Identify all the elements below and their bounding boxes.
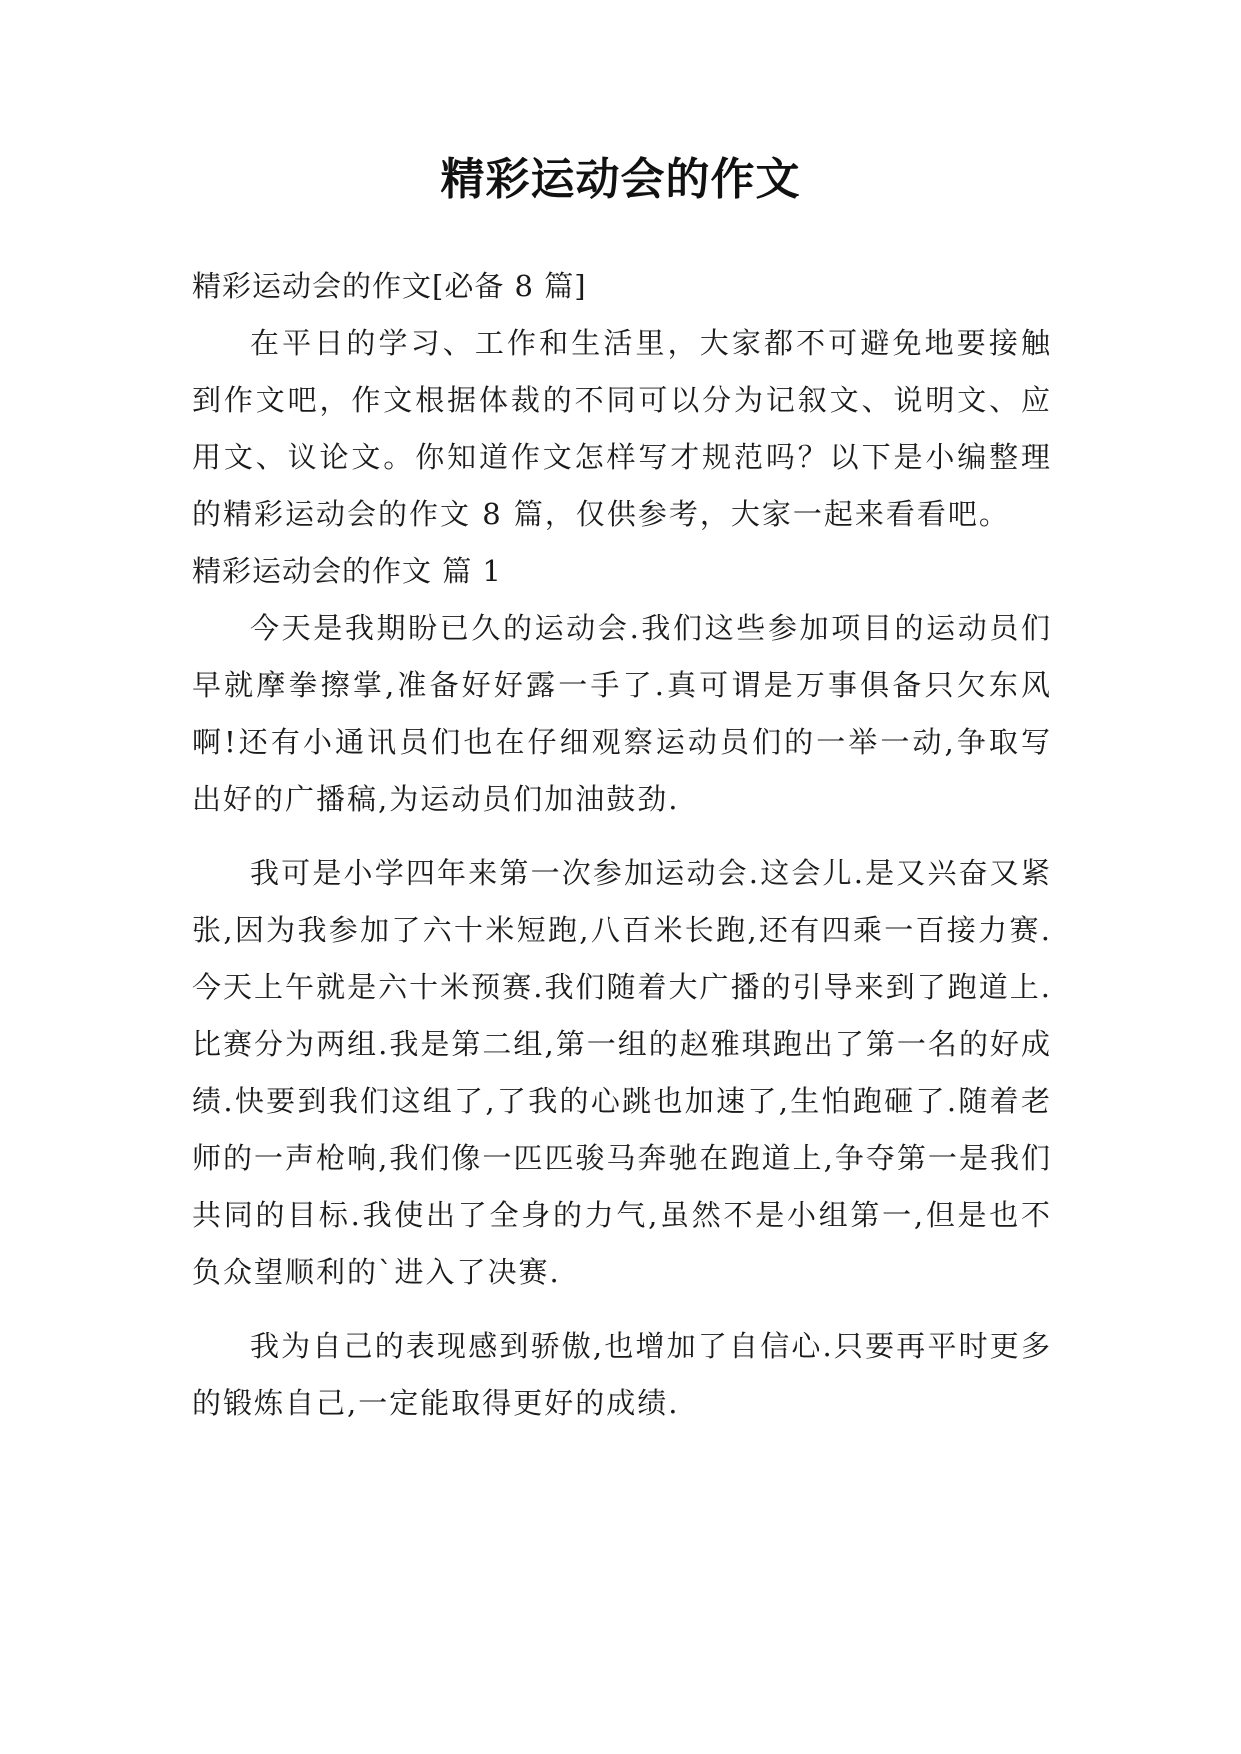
section-heading: 精彩运动会的作文 篇 1 xyxy=(192,554,502,588)
body-paragraph: 我为自己的表现感到骄傲,也增加了自信心.只要再平时更多的锻炼自己,一定能取得更好的成绩. xyxy=(192,1329,1052,1420)
document-title: 精彩运动会的作文 xyxy=(440,154,801,205)
body-paragraph: 我可是小学四年来第一次参加运动会.这会儿.是又兴奋又紧张,因为我参加了六十米短跑,八百米长跑,还有四乘一百接力赛.今天上午就是六十米预赛.我们随着大广播的引导来到了跑道上.比赛分为两组.我是第二组,第一组的赵雅琪跑出了第一名的好成绩.快要到我们这组了,了我的心跳也加速了,生怕跑砸了.随着老师的一声枪响,我们像一匹匹骏马奔驰在跑道上,争夺第一是我们共同的目标.我使出了全身的力气,虽然不是小组第一,但是也不负众望顺利的`进入了决赛. xyxy=(192,856,1052,1289)
intro-paragraph: 在平日的学习、工作和生活里，大家都不可避免地要接触到作文吧，作文根据体裁的不同可以分为记叙文、说明文、应用文、议论文。你知道作文怎样写才规范吗？以下是小编整理的精彩运动会的作文 8 篇，仅供参考，大家一起来看看吧。 xyxy=(192,326,1052,531)
body-paragraph: 今天是我期盼已久的运动会.我们这些参加项目的运动员们早就摩拳擦掌,准备好好露一手了.真可谓是万事俱备只欠东风啊!还有小通讯员们也在仔细观察运动员们的一举一动,争取写出好的广播稿,为运动员们加油鼓劲. xyxy=(192,611,1052,816)
document-subtitle: 精彩运动会的作文[必备 8 篇] xyxy=(192,269,587,303)
document-body xyxy=(192,258,1052,1432)
